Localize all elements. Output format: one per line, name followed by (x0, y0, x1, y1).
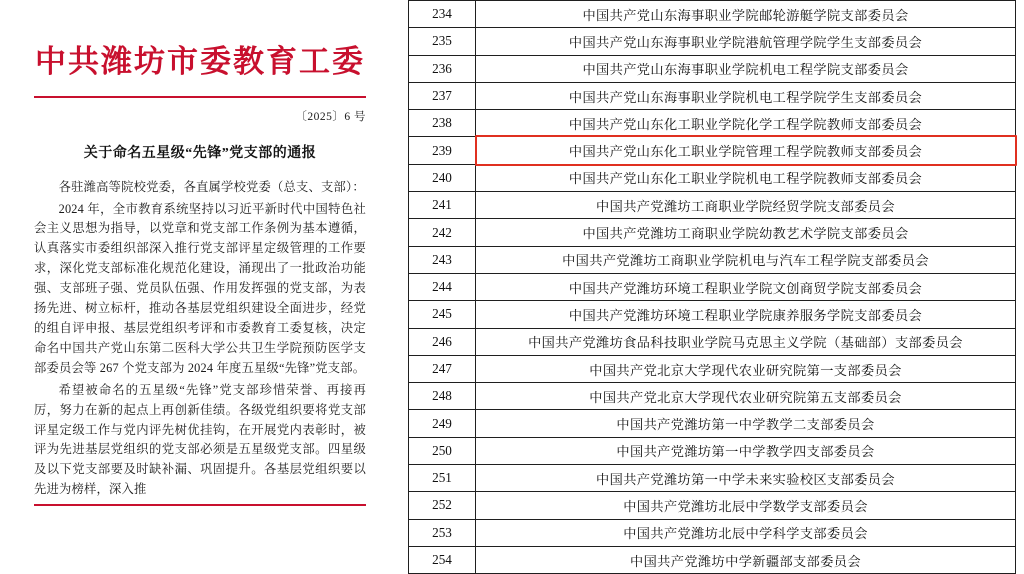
table-row (409, 465, 1016, 492)
table-row (409, 437, 1016, 464)
row-branch-name: 中国共产党北京大学现代农业研究院第一支部委员会 (476, 355, 1016, 382)
row-branch-name: 中国共产党潍坊食品科技职业学院马克思主义学院（基础部）支部委员会 (476, 328, 1016, 355)
table-row (409, 492, 1016, 519)
table-row (409, 164, 1016, 191)
document-title: 中共潍坊市委教育工委 (35, 44, 365, 79)
row-number: 253 (409, 519, 476, 546)
title-divider (34, 96, 366, 98)
table-row (409, 219, 1016, 246)
row-branch-name: 中国共产党山东化工职业学院机电工程学院教师支部委员会 (476, 164, 1016, 191)
row-number: 245 (409, 301, 476, 328)
row-branch-name: 中国共产党潍坊环境工程职业学院康养服务学院支部委员会 (476, 301, 1016, 328)
row-branch-name: 中国共产党山东化工职业学院管理工程学院教师支部委员会 (476, 137, 1016, 164)
document-paragraph: 希望被命名的五星级“先锋”党支部珍惜荣誉、再接再厉，努力在新的起点上再创新佳绩。各级党组织要将党支部评星定级工作与党内评先树优挂钩，在开展党内表彰时，被评为先进基层党组织的党支部必须是五星级党支部。四星级及以下党支部要及时缺补漏、巩固提升。各基层党组织要以先进为榜样，深入推 (34, 382, 366, 497)
row-branch-name: 中国共产党山东海事职业学院邮轮游艇学院支部委员会 (476, 1, 1016, 28)
table-row-highlighted (409, 137, 1016, 164)
document-body (34, 178, 366, 501)
row-branch-name: 中国共产党山东化工职业学院化学工程学院教师支部委员会 (476, 110, 1016, 137)
row-number: 236 (409, 55, 476, 82)
table-row (409, 519, 1016, 546)
row-branch-name: 中国共产党山东海事职业学院机电工程学院支部委员会 (476, 55, 1016, 82)
table-row (409, 546, 1016, 573)
row-number: 235 (409, 28, 476, 55)
row-number: 239 (409, 137, 476, 164)
row-number: 237 (409, 82, 476, 109)
table-row (409, 1, 1016, 28)
row-number: 252 (409, 492, 476, 519)
row-branch-name: 中国共产党潍坊工商职业学院机电与汽车工程学院支部委员会 (476, 246, 1016, 273)
row-number: 246 (409, 328, 476, 355)
table-row (409, 355, 1016, 382)
table-row (409, 246, 1016, 273)
table-row (409, 110, 1016, 137)
row-number: 242 (409, 219, 476, 246)
row-branch-name: 中国共产党北京大学现代农业研究院第五支部委员会 (476, 383, 1016, 410)
row-branch-name: 中国共产党潍坊第一中学教学二支部委员会 (476, 410, 1016, 437)
row-number: 241 (409, 192, 476, 219)
table-row (409, 82, 1016, 109)
document-subtitle: 关于命名五星级“先锋”党支部的通报 (83, 145, 317, 161)
table-body (409, 1, 1016, 574)
document-paragraph: 各驻潍高等院校党委，各直属学校党委（总支、支部）： (58, 179, 365, 194)
row-number: 251 (409, 465, 476, 492)
row-number: 254 (409, 546, 476, 573)
table-row (409, 301, 1016, 328)
branch-list-table (408, 0, 1016, 574)
row-branch-name: 中国共产党潍坊北辰中学科学支部委员会 (476, 519, 1016, 546)
row-branch-name: 中国共产党潍坊第一中学未来实验校区支部委员会 (476, 465, 1016, 492)
document-paragraph: 2024 年，全市教育系统坚持以习近平新时代中国特色社会主义思想为指导，以党章和党支部工作条例为基本遵循，认真落实市委组织部深入推行党支部评星定级管理的工作要求，深化党支部标准化规范化建设，涌现出了一批政治功能强、支部班子强、党员队伍强、作用发挥强的党支部，为表扬先进、树立标杆，推动各基层党组织建设全面进步，经党的组自评申报、基层党组织考评和市委教育工委复核，决定命名中国共产党山东第二医科大学公共卫生学院预防医学支部委员会等 267 个党支部为 2024 年度五星级“先锋”党支部。 (34, 201, 366, 375)
row-branch-name: 中国共产党潍坊工商职业学院幼教艺术学院支部委员会 (476, 219, 1016, 246)
row-branch-name: 中国共产党山东海事职业学院机电工程学院学生支部委员会 (476, 82, 1016, 109)
row-branch-name: 中国共产党潍坊第一中学教学四支部委员会 (476, 437, 1016, 464)
table-row (409, 328, 1016, 355)
branch-list-table-panel (400, 0, 1024, 569)
row-number: 250 (409, 437, 476, 464)
table-row (409, 383, 1016, 410)
row-number: 247 (409, 355, 476, 382)
footer-divider (34, 504, 366, 506)
table-row (409, 410, 1016, 437)
notice-document (0, 0, 400, 522)
row-number: 240 (409, 164, 476, 191)
row-number: 238 (409, 110, 476, 137)
row-branch-name: 中国共产党潍坊中学新疆部支部委员会 (476, 546, 1016, 573)
row-number: 234 (409, 1, 476, 28)
table-row (409, 273, 1016, 300)
row-branch-name: 中国共产党潍坊北辰中学数学支部委员会 (476, 492, 1016, 519)
row-branch-name: 中国共产党潍坊环境工程职业学院文创商贸学院支部委员会 (476, 273, 1016, 300)
row-number: 244 (409, 273, 476, 300)
row-number: 249 (409, 410, 476, 437)
row-branch-name: 中国共产党潍坊工商职业学院经贸学院支部委员会 (476, 192, 1016, 219)
row-branch-name: 中国共产党山东海事职业学院港航管理学院学生支部委员会 (476, 28, 1016, 55)
document-number: 〔2025〕6 号 (295, 110, 366, 123)
row-number: 243 (409, 246, 476, 273)
table-row (409, 192, 1016, 219)
row-number: 248 (409, 383, 476, 410)
table-row (409, 28, 1016, 55)
table-row (409, 55, 1016, 82)
